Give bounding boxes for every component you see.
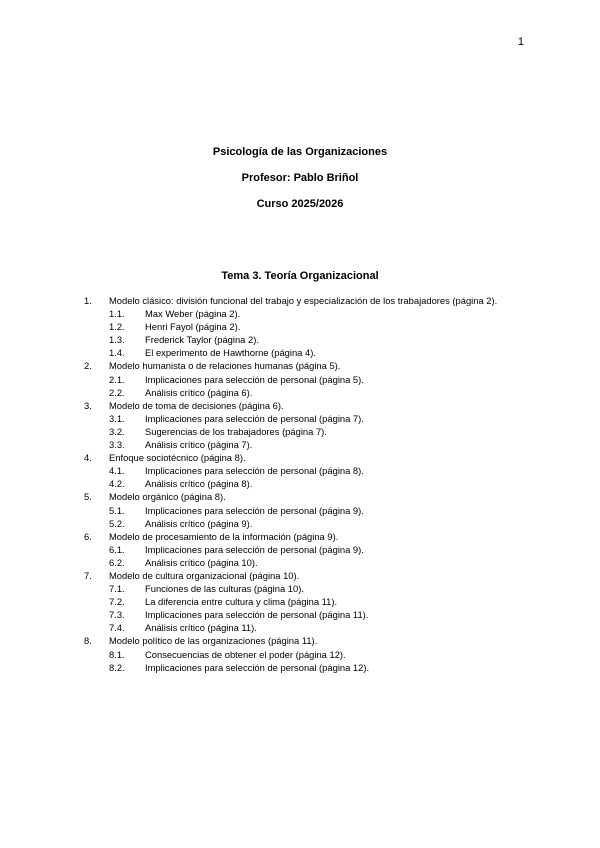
outline-subitem: [0, 621, 600, 634]
outline-item-text: Modelo de cultura organizacional (página 10).: [109, 569, 300, 581]
outline-subitem: [0, 438, 600, 451]
outline-subitem: [0, 517, 600, 530]
outline-item-text: Modelo orgánico (página 8).: [109, 491, 226, 503]
outline-subitem-text: La diferencia entre cultura y clima (página 11).: [145, 596, 338, 608]
outline-subitem-number: 3.3.: [109, 439, 125, 451]
outline-item-number: 8.: [84, 635, 92, 647]
outline-item-text: Modelo humanista o de relaciones humanas (página 5).: [109, 360, 341, 372]
outline-subitem: [0, 582, 600, 595]
outline-subitem-number: 4.1.: [109, 465, 125, 477]
outline-subitem: [0, 373, 600, 386]
title-block: [0, 146, 600, 224]
outline-subitem-number: 4.2.: [109, 478, 125, 490]
outline-subitem: [0, 464, 600, 477]
outline-subitem-number: 8.2.: [109, 661, 125, 673]
outline-subitem-number: 3.1.: [109, 412, 125, 424]
outline-item-text: Modelo político de las organizaciones (página 11).: [109, 635, 318, 647]
outline-subitem: [0, 661, 600, 674]
outline-item-text: Modelo clásico: división funcional del trabajo y especialización de los trabajadores (página 2).: [109, 295, 498, 306]
outline-subitem: [0, 595, 600, 608]
professor-name: Profesor: Pablo Briñol: [241, 172, 359, 184]
outline-subitem-number: 6.2.: [109, 556, 125, 568]
outline-subitem: [0, 412, 600, 425]
outline-item-number: 4.: [84, 452, 92, 464]
outline-subitem-text: Implicaciones para selección de personal (página 5).: [145, 373, 364, 385]
outline-subitem-number: 2.1.: [109, 373, 125, 385]
outline-subitem-text: Análisis crítico (página 6).: [145, 386, 253, 398]
outline-subitem-text: Análisis crítico (página 9).: [145, 517, 253, 529]
outline-subitem-number: 3.2.: [109, 425, 125, 437]
outline-subitem: [0, 477, 600, 490]
outline-subitem: [0, 346, 600, 359]
outline-subitem-number: 5.1.: [109, 504, 125, 516]
outline-subitem: [0, 543, 600, 556]
outline-subitem: [0, 648, 600, 661]
outline-subitem: [0, 504, 600, 517]
outline-item-number: 5.: [84, 491, 92, 503]
outline-subitem: [0, 608, 600, 621]
outline-subitem-text: Implicaciones para selección de personal (página 9).: [145, 504, 364, 516]
outline-subitem-number: 1.2.: [109, 321, 125, 333]
outline-item-text: Modelo de procesamiento de la información (página 9).: [109, 530, 339, 542]
outline-subitem: [0, 386, 600, 399]
outline-subitem: [0, 320, 600, 333]
outline-subitem-text: Consecuencias de obtener el poder (página 12).: [145, 648, 346, 660]
outline-subitem-number: 7.2.: [109, 596, 125, 608]
outline-subitem-number: 1.4.: [109, 347, 125, 359]
outline-item: [0, 451, 600, 464]
outline-item-number: 6.: [84, 530, 92, 542]
outline-subitem-text: Implicaciones para selección de personal (página 11).: [145, 609, 369, 621]
outline-subitem-text: Análisis crítico (página 8).: [145, 478, 253, 490]
outline-subitem-text: Análisis crítico (página 10).: [145, 556, 258, 568]
outline-subitem: [0, 425, 600, 438]
course-title: Psicología de las Organizaciones: [212, 146, 388, 158]
outline-subitem-number: 7.3.: [109, 609, 125, 621]
topic-heading: Tema 3. Teoría Organizacional: [221, 270, 379, 282]
outline-subitem-text: Implicaciones para selección de personal (página 9).: [145, 543, 364, 555]
outline-item: [0, 294, 600, 307]
outline-item-text: Modelo de toma de decisiones (página 6).: [109, 399, 284, 411]
outline-subitem-number: 7.1.: [109, 583, 125, 595]
outline-item-text: Enfoque sociotécnico (página 8).: [109, 452, 246, 464]
outline-subitem: [0, 556, 600, 569]
outline-item-number: 1.: [84, 295, 92, 306]
course-year: Curso 2025/2026: [256, 198, 344, 210]
outline-subitem-text: Análisis crítico (página 7).: [145, 439, 253, 451]
outline-subitem: [0, 307, 600, 320]
outline-item: [0, 359, 600, 372]
outline-subitem-number: 2.2.: [109, 386, 125, 398]
outline-item: [0, 569, 600, 582]
outline-subitem-text: Max Weber (página 2).: [145, 308, 241, 320]
outline-item-number: 2.: [84, 360, 92, 372]
outline-item-number: 7.: [84, 569, 92, 581]
outline-subitem-number: 1.1.: [109, 308, 125, 320]
outline-subitem-text: Análisis crítico (página 11).: [145, 622, 257, 634]
outline-subitem-number: 8.1.: [109, 648, 125, 660]
outline-subitem-text: Henri Fayol (página 2).: [145, 321, 241, 333]
outline-item: [0, 530, 600, 543]
outline-subitem-text: Sugerencias de los trabajadores (página 7).: [145, 425, 327, 437]
outline-item: [0, 634, 600, 647]
outline-subitem-number: 7.4.: [109, 622, 125, 634]
outline-subitem-text: El experimento de Hawthorne (página 4).: [145, 347, 316, 359]
outline-subitem-text: Frederick Taylor (página 2).: [145, 334, 259, 346]
outline-item: [0, 399, 600, 412]
outline-subitem-number: 5.2.: [109, 517, 125, 529]
outline-subitem-number: 1.3.: [109, 334, 125, 346]
outline-subitem-text: Implicaciones para selección de personal (página 8).: [145, 465, 364, 477]
outline-list: [0, 294, 600, 674]
outline-subitem-text: Implicaciones para selección de personal (página 7).: [145, 412, 364, 424]
page-number: 1: [517, 36, 524, 48]
outline-subitem-number: 6.1.: [109, 543, 125, 555]
outline-subitem: [0, 333, 600, 346]
outline-subitem-text: Implicaciones para selección de personal (página 12).: [145, 661, 370, 673]
outline-item: [0, 490, 600, 503]
outline-item-number: 3.: [84, 399, 92, 411]
outline-subitem-text: Funciones de las culturas (página 10).: [145, 583, 304, 595]
